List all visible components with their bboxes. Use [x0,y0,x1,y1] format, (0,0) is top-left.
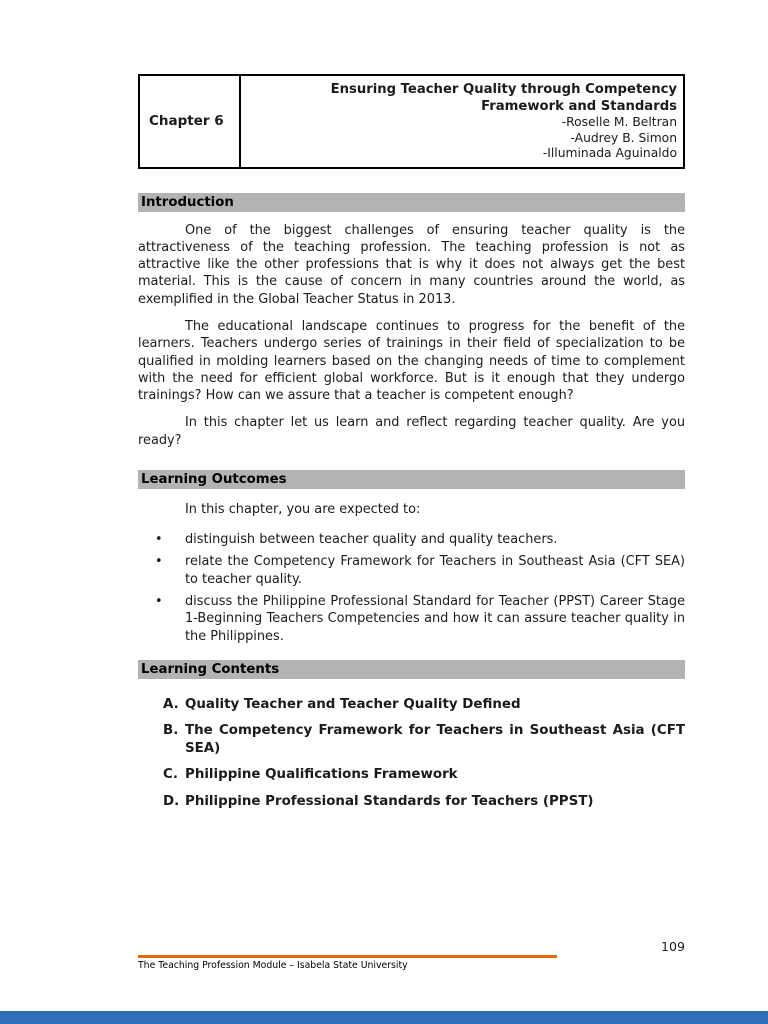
content-title: The Competency Framework for Teachers in Southeast Asia (CFT SEA) [185,723,685,756]
list-item [138,793,685,811]
footer-divider [138,955,557,958]
author-line: -Illuminada Aguinaldo [542,146,677,160]
document-page [138,0,685,819]
content-title: Philippine Professional Standards for Teachers (PPST) [185,793,594,809]
item-letter: C. [163,767,178,783]
page-number: 109 [660,939,685,954]
chapter-number: Chapter 6 [139,75,240,168]
chapter-header-table [138,74,685,169]
intro-paragraph: In this chapter let us learn and reflect regarding teacher quality. Are you ready? [138,415,685,448]
page-footer [138,939,685,971]
list-item [138,593,685,645]
author-line: -Audrey B. Simon [570,130,677,145]
section-heading-learning-outcomes: Learning Outcomes [138,470,685,489]
chapter-title: Ensuring Teacher Quality through Competency Framework and Standards [330,82,677,114]
bullet-icon: • [155,593,163,609]
bullet-icon: • [155,532,163,548]
content-title: Quality Teacher and Teacher Quality Defined [185,696,521,712]
author-line: -Roselle M. Beltran [561,115,677,129]
outcomes-bullet-list [138,531,685,645]
section-heading-introduction: Introduction [138,193,685,212]
list-item [138,531,685,548]
outcomes-lead-text: In this chapter, you are expected to: [185,502,421,518]
bullet-icon: • [155,554,163,570]
outcome-text: discuss the Philippine Professional Standard for Teacher (PPST) Career Stage 1-Beginning Teachers Competencies and how it can assure teacher quality in the Philippines. [185,593,685,644]
item-letter: D. [163,793,180,809]
chapter-title-cell [240,75,684,168]
intro-paragraph: One of the biggest challenges of ensuring teacher quality is the attractiveness of the teaching profession. The teaching profession is not as attractive like the other professions that is why it does not always get the best material. This is the cause of concern in many countries around the world, as exemplified in the Global Teacher Status in 2013. [138,222,685,307]
footer-module-text: The Teaching Profession Module – Isabela State University [138,960,408,971]
outcome-text: relate the Competency Framework for Teachers in Southeast Asia (CFT SEA) to teacher quality. [185,554,685,587]
viewer-bottom-bar [0,1011,768,1024]
contents-list [138,696,685,811]
item-letter: B. [163,723,179,739]
section-heading-learning-contents: Learning Contents [138,660,685,679]
intro-paragraph: The educational landscape continues to progress for the benefit of the learners. Teachers undergo series of trainings in their field of specialization to be qualified in molding learners based on the changing needs of time to complement with the need for efficient global workforce. But is it enough that they undergo trainings? How can we assure that a teacher is competent enough? [138,318,685,404]
item-letter: A. [163,696,179,712]
list-item [138,553,685,588]
list-item [138,696,685,714]
outcome-text: distinguish between teacher quality and quality teachers. [185,532,558,548]
list-item [138,766,685,784]
content-title: Philippine Qualifications Framework [185,767,458,783]
list-item [138,722,685,757]
